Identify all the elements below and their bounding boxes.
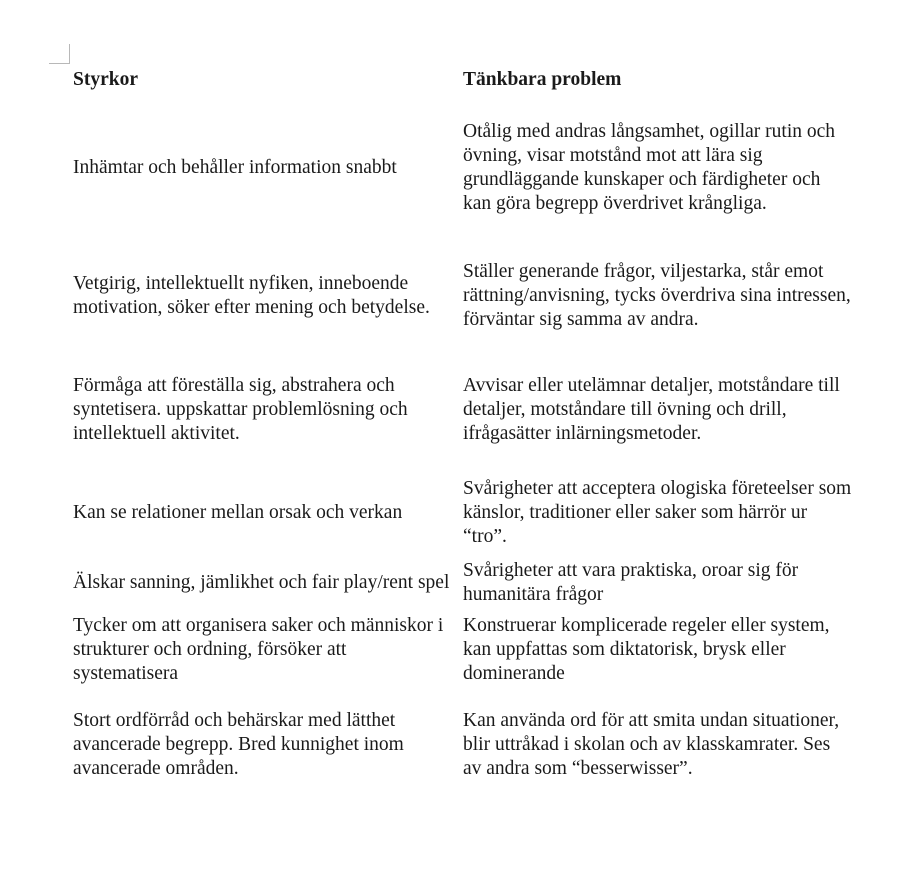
problem-cell: Svårigheter att vara praktiska, oroar sig för humanitära frågor: [463, 560, 799, 605]
table-row: [69, 350, 857, 470]
table-row: [69, 94, 857, 242]
problem-cell: Otålig med andras långsamhet, ogillar rutin och övning, visar motstånd mot att lära sig grundläggande kunskaper och färdigheter och kan göra begrepp överdrivet krångliga.: [463, 121, 836, 214]
problem-cell: Svårigheter att acceptera ologiska företeelser som känslor, traditioner eller saker som härrör ur “tro”.: [463, 478, 852, 547]
strength-cell: Älskar sanning, jämlikhet och fair play/rent spel: [73, 572, 450, 593]
strength-cell: Stort ordförråd och behärskar med lätthet avancerade begrepp. Bred kunnighet inom avancerade områden.: [73, 710, 404, 779]
table-row: [69, 470, 857, 556]
strength-cell: Kan se relationer mellan orsak och verkan: [73, 502, 403, 523]
problem-cell: Kan använda ord för att smita undan situationer, blir uttråkad i skolan och av klasskamrater. Ses av andra som “besserwisser”.: [463, 710, 840, 779]
strengths-problems-table: [69, 66, 857, 800]
page-corner-marker: [49, 44, 70, 64]
table-row: [69, 242, 857, 350]
problem-cell: Avvisar eller utelämnar detaljer, motståndare till detaljer, motståndare till övning och drill, ifrågasätter inlärningsmetoder.: [463, 375, 840, 444]
header-strengths: Styrkor: [73, 69, 138, 90]
table-row: [69, 690, 857, 800]
header-problems: Tänkbara problem: [463, 69, 622, 90]
table-header-row: [69, 66, 857, 94]
strength-cell: Tycker om att organisera saker och människor i strukturer och ordning, försöker att systematisera: [73, 615, 444, 684]
problem-cell: Ställer generande frågor, viljestarka, står emot rättning/anvisning, tycks överdriva sina intressen, förväntar sig samma av andra.: [463, 261, 851, 330]
table-row: [69, 556, 857, 610]
table-row: [69, 610, 857, 690]
strength-cell: Förmåga att föreställa sig, abstrahera och syntetisera. uppskattar problemlösning och intellektuell aktivitet.: [73, 375, 408, 444]
strength-cell: Vetgirig, intellektuellt nyfiken, inneboende motivation, söker efter mening och betydelse.: [73, 273, 430, 318]
strength-cell: Inhämtar och behåller information snabbt: [73, 157, 397, 178]
problem-cell: Konstruerar komplicerade regeler eller system, kan uppfattas som diktatorisk, brysk eller dominerande: [463, 615, 830, 684]
